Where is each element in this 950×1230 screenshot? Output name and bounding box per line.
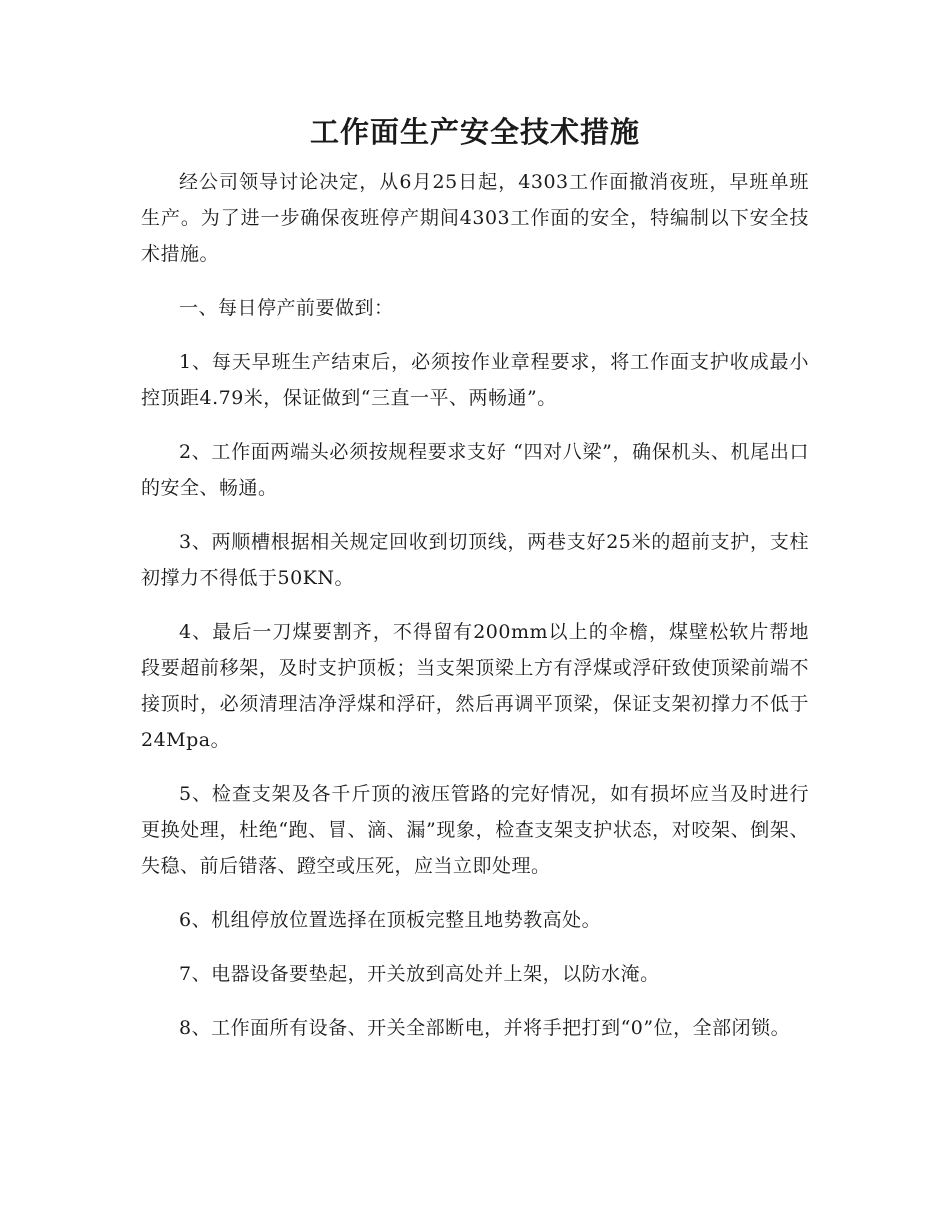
measure-item-5: 5、检查支架及各千斤顶的液压管路的完好情况，如有损坏应当及时进行更换处理，杜绝“跑、冒、滴、漏”现象，检查支架支护状态，对咬架、倒架、失稳、前后错落、蹬空或压死，应当立即处理。: [141, 783, 809, 877]
measure-item-3: 3、两顺槽根据相关规定回收到切顶线，两巷支好25米的超前支护，支柱初撑力不得低于50KN。: [141, 531, 809, 589]
section-heading-1: 一、每日停产前要做到：: [179, 297, 394, 319]
measure-item-2: 2、工作面两端头必须按规程要求支好 “四对八梁”，确保机头、机尾出口的安全、畅通。: [141, 441, 809, 499]
measure-item-6: 6、机组停放位置选择在顶板完整且地势教高处。: [179, 909, 602, 931]
intro-paragraph: 经公司领导讨论决定，从6月25日起，4303工作面撤消夜班，早班单班生产。为了进一步确保夜班停产期间4303工作面的安全，特编制以下安全技术措施。: [141, 171, 809, 265]
measure-item-4: 4、最后一刀煤要割齐，不得留有200mm以上的伞檐，煤壁松软片帮地段要超前移架，及时支护顶板；当支架顶梁上方有浮煤或浮矸致使顶梁前端不接顶时，必须清理洁净浮煤和浮矸，然后再调平顶梁，保证支架初撑力不低于24Mpa。: [141, 621, 809, 751]
document-title: 工作面生产安全技术措施: [309, 115, 640, 149]
measure-item-1: 1、每天早班生产结束后，必须按作业章程要求，将工作面支护收成最小控顶距4.79米，保证做到“三直一平、两畅通”。: [141, 351, 809, 409]
measure-item-7: 7、电器设备要垫起，开关放到高处并上架，以防水淹。: [179, 963, 660, 985]
document-body: [141, 164, 809, 1064]
measure-item-8: 8、工作面所有设备、开关全部断电，并将手把打到“0”位，全部闭锁。: [179, 1017, 791, 1039]
